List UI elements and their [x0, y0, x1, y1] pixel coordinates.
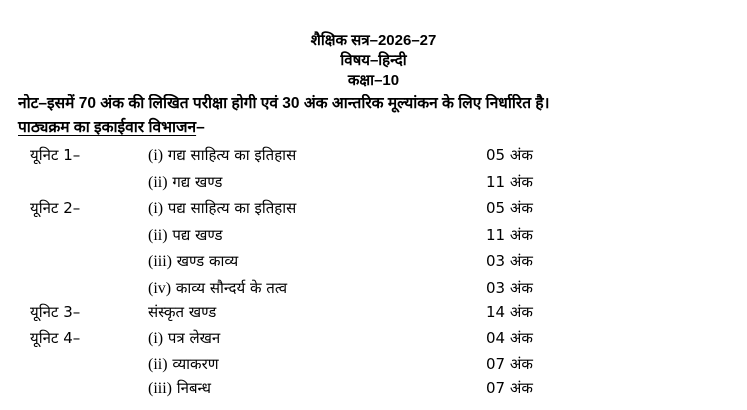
topic-cell — [148, 300, 216, 324]
topic-number: (iv) — [148, 280, 172, 297]
topic-name: निबन्ध — [176, 379, 211, 397]
topic-name: पद्य खण्ड — [172, 226, 223, 244]
table-row — [0, 249, 747, 273]
subject-title: विषय–हिन्दी — [340, 52, 407, 69]
topic-number: (ii) — [148, 227, 168, 244]
syllabus-heading-dash: – — [196, 119, 205, 136]
topic-number: (i) — [148, 330, 164, 347]
topic-cell — [148, 276, 287, 301]
class-title: कक्षा–10 — [347, 72, 400, 89]
topic-name: पत्र लेखन — [167, 329, 221, 347]
topic-name: गद्य खण्ड — [172, 173, 223, 191]
syllabus-heading — [18, 118, 205, 138]
topic-cell — [148, 196, 296, 221]
topic-name: काव्य सौन्दर्य के तत्व — [175, 279, 288, 297]
topic-cell — [148, 223, 223, 248]
syllabus-heading-text: पाठ्यक्रम का इकाईवार विभाजन — [18, 119, 197, 136]
table-row — [0, 352, 747, 376]
topic-cell — [148, 326, 220, 351]
topic-name: संस्कृत खण्ड — [148, 303, 217, 321]
table-row — [0, 376, 747, 400]
session-title: शैक्षिक सत्र–2026–27 — [310, 32, 437, 49]
table-row — [0, 143, 747, 167]
marks-value: 05 अंक — [486, 146, 533, 164]
topic-cell — [148, 376, 211, 401]
marks-value: 11 अंक — [486, 226, 533, 244]
topic-name: गद्य साहित्य का इतिहास — [167, 146, 297, 164]
topic-name: खण्ड काव्य — [176, 252, 239, 270]
topic-number: (i) — [148, 200, 164, 217]
topic-cell — [148, 170, 222, 195]
topic-cell — [148, 249, 238, 274]
marks-value: 07 अंक — [486, 379, 533, 397]
table-row — [0, 223, 747, 247]
marks-value: 03 अंक — [486, 279, 533, 297]
marks-value: 05 अंक — [486, 199, 533, 217]
unit-label: यूनिट 2– — [30, 199, 81, 217]
topic-number: (ii) — [148, 356, 168, 373]
topic-number: (i) — [148, 147, 164, 164]
table-row — [0, 196, 747, 220]
marks-value: 04 अंक — [486, 329, 533, 347]
unit-label: यूनिट 1– — [30, 146, 81, 164]
topic-name: व्याकरण — [172, 355, 219, 373]
topic-number: (iii) — [148, 380, 172, 397]
table-row — [0, 276, 747, 300]
marks-value: 07 अंक — [486, 355, 533, 373]
topic-cell — [148, 352, 219, 377]
marks-value: 14 अंक — [486, 303, 533, 321]
table-row — [0, 170, 747, 194]
table-row — [0, 300, 747, 324]
unit-label: यूनिट 4– — [30, 329, 81, 347]
table-row — [0, 326, 747, 350]
topic-name: पद्य साहित्य का इतिहास — [167, 199, 297, 217]
topic-number: (iii) — [148, 253, 172, 270]
topic-cell — [148, 143, 296, 168]
unit-label: यूनिट 3– — [30, 303, 81, 321]
marks-note: नोट–इसमें 70 अंक की लिखित परीक्षा होगी एवं 30 अंक आन्तरिक मूल्यांकन के लिए निर्धारित है। — [18, 95, 550, 112]
marks-value: 03 अंक — [486, 252, 533, 270]
marks-value: 11 अंक — [486, 173, 533, 191]
topic-number: (ii) — [148, 174, 168, 191]
